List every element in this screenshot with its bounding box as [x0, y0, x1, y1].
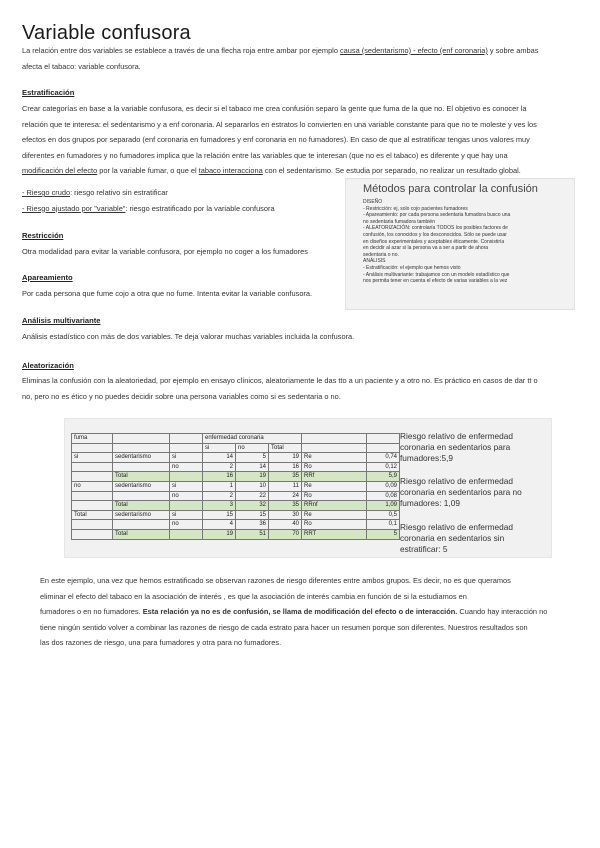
methods-line: en decidir al azar si la persona va a ser a partir de ahora — [363, 245, 489, 252]
table-cell: 11 — [269, 481, 302, 491]
text-span: : riesgo estratificado por la variable confusora — [125, 203, 275, 213]
side-note-no-fumadores — [400, 476, 545, 508]
table-cell: sedentarismo — [113, 510, 170, 520]
table-cell: 0,74 — [367, 453, 400, 463]
side-line: Riesgo relativo de enfermedad — [400, 522, 513, 532]
table-cell: 14 — [236, 462, 269, 472]
table-cell: 1 — [203, 481, 236, 491]
table-cell — [72, 443, 113, 453]
side-line: Riesgo relativo de enfermedad — [400, 476, 513, 486]
text-span: con el sedentarismo. Se estudia por separado, no realizar un resultado global. — [262, 166, 521, 175]
text-span: : riesgo relativo sin estratificar — [70, 188, 168, 197]
text-line: Crear categorías en base a la variable confusora, es decir si el tabaco me crea confusión separo la gente que fuma de la que no. El objetivo es conocer la — [22, 104, 527, 113]
methods-line: no sedentaria fumadora también — [363, 218, 435, 225]
methods-figure — [345, 178, 575, 310]
table-cell: 19 — [269, 453, 302, 463]
restriccion-text: Otra modalidad para evitar la variable confusora, por ejemplo no coger a los fumadores — [22, 247, 308, 256]
table-cell: Total — [113, 472, 170, 482]
table-cell: 16 — [269, 462, 302, 472]
table-cell: 35 — [269, 472, 302, 482]
heading-multivariante: Análisis multivariante — [22, 316, 101, 325]
riesgo-definitions — [22, 185, 342, 216]
table-cell: Total — [113, 529, 170, 539]
table-cell: Ro — [302, 520, 367, 530]
table-row — [72, 453, 400, 463]
table-cell — [113, 443, 170, 453]
table-row — [72, 510, 400, 520]
table-cell — [170, 529, 203, 539]
text-line: eliminar el efecto del tabaco en la asociación de interés , es que la asociación de interés cambia en función de si la estudiamos en — [40, 591, 467, 601]
side-line: fumadores:5,9 — [400, 452, 454, 463]
intro-paragraph — [22, 43, 582, 74]
table-cell: 22 — [236, 491, 269, 501]
table-header-row — [72, 434, 400, 444]
text-line: En este ejemplo, una vez que hemos estratificado se observan razones de riesgo diferentes entre ambos grupos. Es decir, no es que queramos — [40, 576, 511, 585]
methods-line: ANÁLISIS — [363, 258, 386, 265]
table-cell — [367, 443, 400, 453]
table-cell: no — [236, 443, 269, 453]
intro-line2: afecta el tabaco: variable confusora. — [22, 61, 141, 71]
estratificacion-paragraph — [22, 101, 587, 179]
table-cell — [72, 501, 113, 511]
methods-line: - Estratificación: el ejemplo que hemos visto — [363, 264, 461, 271]
table-cell: si — [72, 453, 113, 463]
text-span: Cuando hay interacción no — [457, 607, 548, 616]
table-cell — [302, 434, 367, 444]
side-line: estratificar: 5 — [400, 543, 448, 554]
table-cell: 2 — [203, 462, 236, 472]
table-cell: 0,5 — [367, 510, 400, 520]
table-cell — [113, 462, 170, 472]
table-cell — [113, 520, 170, 530]
methods-line: sedentaria o no. — [363, 251, 399, 258]
table-cell — [113, 434, 170, 444]
side-line: Riesgo relativo de enfermedad — [400, 431, 513, 441]
table-cell: 0,1 — [367, 520, 400, 530]
table-cell: 14 — [203, 453, 236, 463]
intro-link[interactable]: causa (sedentarismo) - efecto (enf coronaria) — [339, 46, 488, 55]
table-cell: enfermedad coronaria — [203, 434, 302, 444]
table-cell: sedentarismo — [113, 453, 170, 463]
side-line: coronaria en sedentarios sin — [400, 532, 505, 543]
methods-title: Métodos para controlar la confusión — [363, 183, 538, 195]
table-cell: no — [170, 520, 203, 530]
side-line: fumadores: 1,09 — [400, 497, 460, 508]
table-cell: 5 — [236, 453, 269, 463]
table-cell: 32 — [236, 501, 269, 511]
intro-text-end: y sobre ambas — [487, 46, 539, 55]
interaccion-link[interactable]: tabaco interacciona — [198, 166, 263, 175]
side-note-fumadores — [400, 431, 545, 463]
table-cell: 4 — [203, 520, 236, 530]
table-cell: 16 — [203, 472, 236, 482]
table-cell — [72, 491, 113, 501]
text-line: las dos razones de riesgo, una para fumadores y otra para no fumadores. — [40, 638, 282, 647]
table-cell — [113, 491, 170, 501]
aleatorizacion-paragraph — [22, 373, 587, 404]
table-row — [72, 481, 400, 491]
table-cell — [72, 520, 113, 530]
conclusion-bold: Esta relación ya no es de confusión, se llama de modificación del efecto o de interacción. — [142, 607, 458, 616]
table-cell: RRf — [302, 472, 367, 482]
text-span: por la variable fumar, o que el — [97, 166, 199, 175]
methods-line: - Apareamiento: por cada persona sedentaria fumadora busco una — [363, 212, 511, 219]
table-cell: 70 — [269, 529, 302, 539]
table-cell: no — [170, 491, 203, 501]
table-row — [72, 529, 400, 539]
table-cell: no — [170, 462, 203, 472]
table-cell: 2 — [203, 491, 236, 501]
text-line: no, pero no es ético y no puedes decidir sobre una persona variables como si es sedentaria o no. — [22, 391, 341, 401]
methods-line: - ALEATORIZACIÓN: controlaría TODOS los posibles factores de — [363, 225, 508, 232]
heading-apareamiento: Apareamiento — [22, 273, 73, 282]
table-cell: 0,09 — [367, 481, 400, 491]
table-row — [72, 462, 400, 472]
methods-line: DISEÑO — [363, 199, 383, 205]
intro-text: La relación entre dos variables se establece a través de una flecha roja entre ambar por ejemplo — [22, 46, 340, 55]
risk-table — [71, 433, 400, 540]
riesgo-ajustado-link[interactable]: - Riesgo ajustado por "variable" — [22, 203, 126, 213]
text-line: Eliminas la confusión con la aleatoriedad, por ejemplo en ensayo clínicos, aleatoriamente le das tto a un paciente y a otro no. Es práctico en casos de dar tt o — [22, 376, 538, 385]
risk-table-figure — [64, 418, 552, 558]
table-cell — [72, 472, 113, 482]
text-line: efectos en dos grupos por separado (enf coronaria en fumadores y enf coronaria en no fumadores). En caso de que al estratificar tengas unos valores muy — [22, 135, 530, 144]
table-cell: Ro — [302, 491, 367, 501]
table-cell: Total — [269, 443, 302, 453]
table-cell — [367, 434, 400, 444]
multivariante-text: Análisis estadístico con más de dos variables. Te deja valorar muchas variables incluida la confusora. — [22, 332, 355, 341]
table-cell: 0,12 — [367, 462, 400, 472]
methods-line: confusión, los conocidos y los desconocidos. Sólo se puede usar — [363, 231, 507, 238]
conclusion-paragraph — [40, 573, 595, 651]
table-cell: sedentarismo — [113, 481, 170, 491]
table-cell: 30 — [269, 510, 302, 520]
methods-line: en diseños experimentales y aceptables éticamente. Consistiría — [363, 238, 505, 245]
table-cell: si — [203, 443, 236, 453]
table-cell: 0,08 — [367, 491, 400, 501]
table-row — [72, 491, 400, 501]
apareamiento-text: Por cada persona que fume cojo a otra que no fume. Intenta evitar la variable confusora. — [22, 289, 313, 298]
side-note-sin-estratificar — [400, 522, 545, 554]
methods-line: - Análisis multivariante: trabajamos con un modelo estadístico que — [363, 271, 510, 278]
page-title: Variable confusora — [22, 22, 191, 44]
table-cell: RRT — [302, 529, 367, 539]
table-row — [72, 472, 400, 482]
table-header-row — [72, 443, 400, 453]
table-row — [72, 501, 400, 511]
table-cell: Total — [113, 501, 170, 511]
table-cell: Re — [302, 481, 367, 491]
text-line: tiene ningún sentido volver a combinar las razones de riesgo de cada estrato para hacer un resumen porque son diferentes. Nuestros resultados son — [40, 622, 528, 632]
table-cell: 15 — [236, 510, 269, 520]
text-line: diferentes en fumadores y no fumadores implica que la relación entre las variables que te interesan (que no es el tabaco) es diferente y que hay una — [22, 150, 508, 160]
heading-estratificacion: Estratificación — [22, 88, 75, 97]
table-cell: Re — [302, 453, 367, 463]
heading-aleatorizacion: Aleatorización — [22, 361, 74, 370]
side-line: coronaria en sedentarios para no — [400, 486, 522, 497]
table-cell — [72, 462, 113, 472]
table-cell: fuma — [72, 434, 113, 444]
table-cell: 51 — [236, 529, 269, 539]
table-cell: 36 — [236, 520, 269, 530]
table-cell: Re — [302, 510, 367, 520]
table-cell: 15 — [203, 510, 236, 520]
table-cell: 19 — [203, 529, 236, 539]
table-cell — [302, 443, 367, 453]
text-line: relación que te interesa: el sedentarismo y a enf coronaria. Al separarlos en estratos lo convierten en una variable constante para que no te moleste y ves los — [22, 119, 537, 129]
table-row — [72, 520, 400, 530]
table-cell — [170, 434, 203, 444]
table-cell: RRnf — [302, 501, 367, 511]
table-cell: 1,09 — [367, 501, 400, 511]
table-cell: Ro — [302, 462, 367, 472]
table-cell: 35 — [269, 501, 302, 511]
table-cell — [170, 472, 203, 482]
text-span: fumadores o en no fumadores. — [40, 607, 143, 616]
table-cell: 5 — [367, 529, 400, 539]
modificacion-link[interactable]: modificación del efecto — [22, 166, 98, 175]
table-cell: 3 — [203, 501, 236, 511]
table-cell — [170, 443, 203, 453]
table-cell: 24 — [269, 491, 302, 501]
table-cell: 10 — [236, 481, 269, 491]
table-cell: si — [170, 453, 203, 463]
table-cell: si — [170, 510, 203, 520]
riesgo-crudo-link[interactable]: - Riesgo crudo — [22, 188, 71, 197]
table-cell — [72, 529, 113, 539]
table-cell: 40 — [269, 520, 302, 530]
table-cell: si — [170, 481, 203, 491]
table-cell: no — [72, 481, 113, 491]
methods-line: - Restricción: ej, solo cojo pacientes fumadores — [363, 205, 468, 212]
methods-line: nos permita tener en cuenta el efecto de varias variables a la vez — [363, 278, 508, 285]
side-line: coronaria en sedentarios para — [400, 441, 511, 452]
table-cell: Total — [72, 510, 113, 520]
methods-list — [363, 199, 569, 285]
heading-restriccion: Restricción — [22, 231, 64, 240]
table-cell: 19 — [236, 472, 269, 482]
table-cell: 5,9 — [367, 472, 400, 482]
table-cell — [170, 501, 203, 511]
